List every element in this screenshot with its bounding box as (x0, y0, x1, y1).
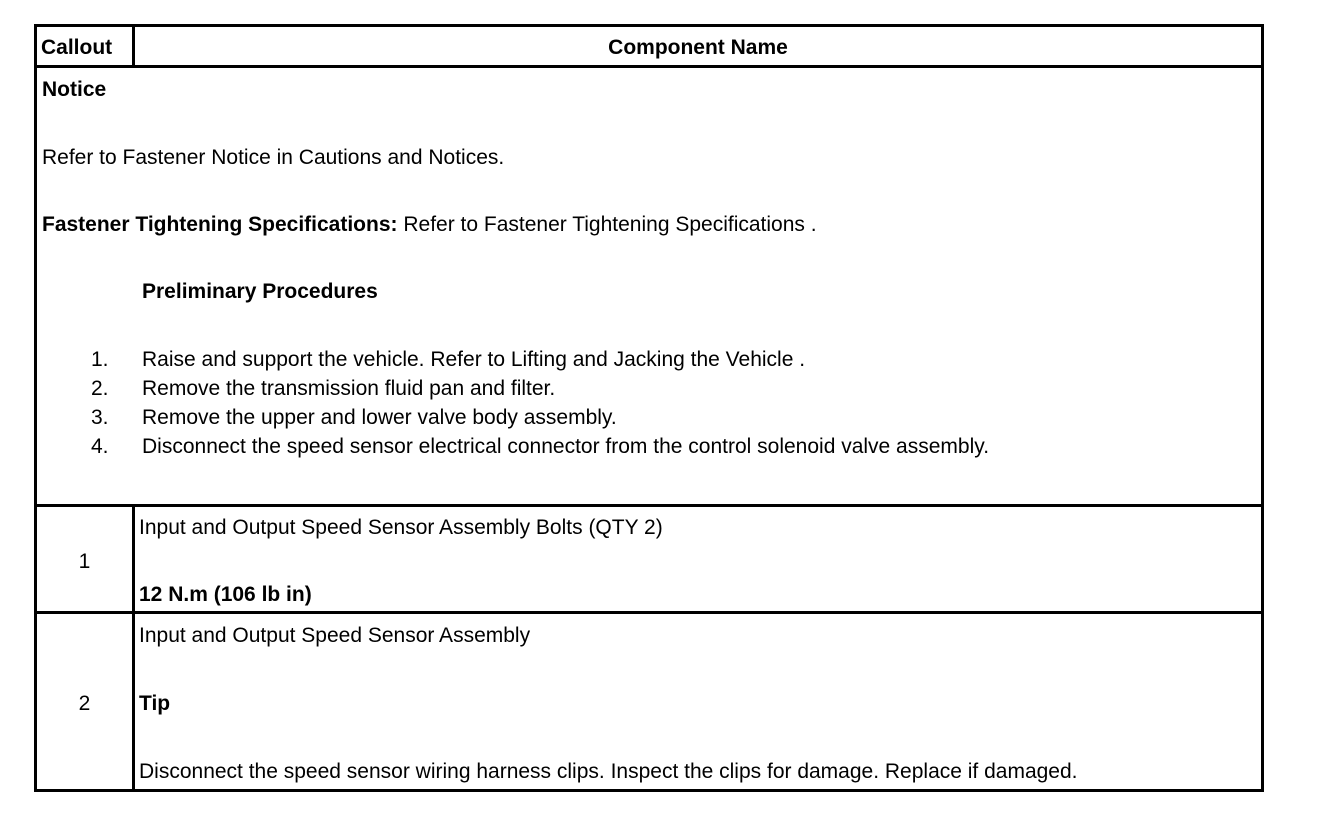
step-text: Raise and support the vehicle. Refer to Lifting and Jacking the Vehicle . (142, 348, 806, 371)
spec-text: Refer to Fastener Tightening Specifications . (397, 213, 817, 236)
step-text: Remove the transmission fluid pan and filter. (142, 377, 556, 400)
header-callout: Callout (41, 36, 113, 59)
procedures-heading: Preliminary Procedures (142, 280, 378, 303)
callout-number-1: 1 (78, 550, 91, 573)
callout-number-2: 2 (78, 692, 91, 715)
step-text: Disconnect the speed sensor electrical connector from the control solenoid valve assembly. (142, 435, 990, 458)
header-rule (37, 65, 1261, 68)
torque-spec-1: 12 N.m (106 lb in) (139, 583, 312, 606)
notice-heading: Notice (42, 78, 107, 101)
notice-rule (37, 504, 1261, 507)
header-component-name: Component Name (608, 36, 788, 59)
tip-text: Disconnect the speed sensor wiring harness clips. Inspect the clips for damage. Replace if damaged. (139, 760, 1078, 783)
spec-label: Fastener Tightening Specifications: (42, 213, 398, 236)
notice-text: Refer to Fastener Notice in Cautions and Notices. (42, 146, 505, 169)
spec-line (42, 212, 817, 238)
component-table (34, 24, 1264, 792)
tip-label: Tip (139, 692, 171, 715)
step-number: 4. (91, 435, 109, 458)
callout-divider (132, 504, 135, 792)
step-number: 1. (91, 348, 109, 371)
component-name-1: Input and Output Speed Sensor Assembly Bolts (QTY 2) (139, 516, 663, 539)
component-name-2: Input and Output Speed Sensor Assembly (139, 624, 531, 647)
step-number: 2. (91, 377, 109, 400)
step-text: Remove the upper and lower valve body assembly. (142, 406, 617, 429)
step-number: 3. (91, 406, 109, 429)
row-rule (37, 611, 1261, 614)
